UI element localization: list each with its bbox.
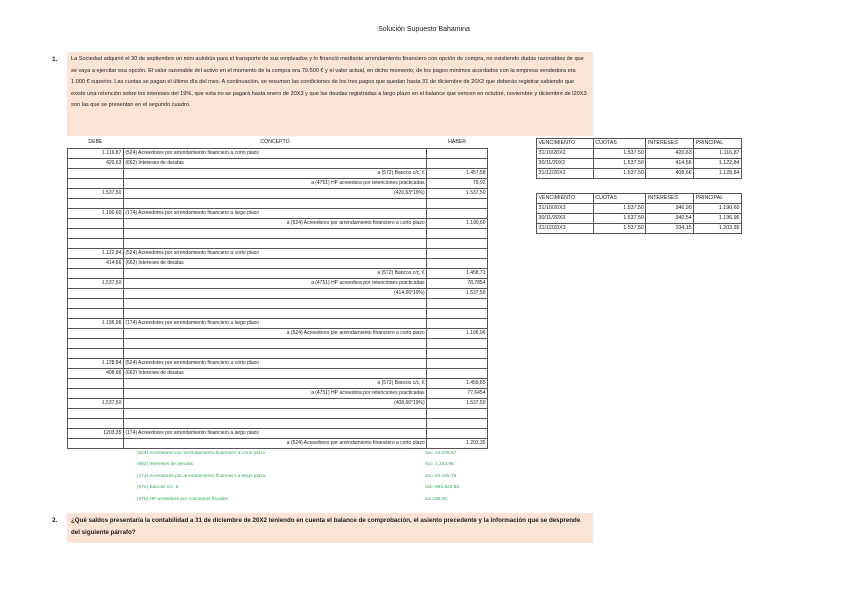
journal-table bbox=[67, 138, 488, 449]
journal-debe-cell bbox=[68, 228, 124, 238]
side-cell: 30/11/20X3 bbox=[537, 214, 594, 224]
summary-balance: Sd= 695.623,85 bbox=[425, 485, 460, 491]
journal-concepto-cell: a (572) Bancos c/c, € bbox=[123, 378, 426, 388]
journal-haber-cell: 1.203,35 bbox=[427, 438, 488, 448]
journal-concepto-cell: (174) Acreedores por arrendamiento financiero a largo plazo bbox=[123, 428, 426, 438]
journal-haber-cell bbox=[427, 428, 488, 438]
journal-debe-cell: 1.190,60 bbox=[68, 208, 124, 218]
journal-debe-cell: 408,66 bbox=[68, 368, 124, 378]
journal-haber-cell bbox=[427, 338, 488, 348]
side-header-cell: VENCIMIENTO bbox=[537, 194, 594, 204]
side-header-row bbox=[537, 139, 742, 149]
journal-haber-cell bbox=[427, 358, 488, 368]
journal-concepto-cell bbox=[123, 228, 426, 238]
summary-account: (475) HP acreedora por conceptos fiscales bbox=[137, 496, 228, 502]
journal-debe-cell bbox=[68, 168, 124, 178]
side-cell: 1.128,84 bbox=[694, 169, 742, 179]
journal-haber-cell: 1.537,50 bbox=[427, 188, 488, 198]
side-cell: 1.537,50 bbox=[593, 149, 646, 159]
side-header-cell: PRINCIPAL bbox=[694, 139, 742, 149]
journal-row bbox=[68, 398, 488, 408]
question-2-text: ¿Qué saldos presentaría la contabilidad a 31 de diciembre de 20X2 teniendo en cuenta el balance de comprobación, el asiento precedente y la información que se desprende del siguiente párrafo? bbox=[67, 513, 593, 543]
journal-row bbox=[68, 308, 488, 318]
side-header-cell: CUOTAS bbox=[593, 139, 646, 149]
journal-debe-cell bbox=[68, 178, 124, 188]
journal-concepto-cell: (524) Acreedores por arrendamiento financiero a corto plazo bbox=[123, 148, 426, 158]
side-cell: 1.537,50 bbox=[593, 204, 646, 214]
journal-debe-cell bbox=[68, 388, 124, 398]
journal-haber-cell bbox=[427, 228, 488, 238]
installments-20x2-table bbox=[536, 138, 742, 179]
journal-haber-cell bbox=[427, 158, 488, 168]
page-title: Solución Supuesto Bahamina bbox=[378, 26, 470, 33]
side-cell: 1.537,50 bbox=[593, 224, 646, 234]
summary-row bbox=[137, 494, 477, 505]
journal-concepto-cell bbox=[123, 418, 426, 428]
journal-concepto-cell: (174) Acreedores por arrendamiento financiero a largo plazo bbox=[123, 208, 426, 218]
journal-row bbox=[68, 148, 488, 158]
side-cell: 31/10/20X3 bbox=[537, 204, 594, 214]
journal-header-haber: HABER bbox=[448, 139, 467, 146]
journal-debe-cell: 1.537,50 bbox=[68, 398, 124, 408]
side-cell: 1.537,50 bbox=[593, 214, 646, 224]
side-cell: 1.537,50 bbox=[593, 169, 646, 179]
summary-row bbox=[137, 482, 477, 493]
balance-summary bbox=[137, 448, 477, 505]
journal-debe-cell bbox=[68, 328, 124, 338]
journal-row bbox=[68, 428, 488, 438]
summary-account: (524) Acreedores por arrendamiento financiero a corto plazo bbox=[137, 451, 266, 456]
side-header-row bbox=[537, 194, 742, 204]
side-row bbox=[537, 224, 742, 234]
journal-haber-cell bbox=[427, 318, 488, 328]
journal-concepto-cell: (662) Intereses de deudas bbox=[123, 158, 426, 168]
installments-20x3-table bbox=[536, 193, 742, 234]
journal-concepto-cell bbox=[123, 408, 426, 418]
journal-row bbox=[68, 328, 488, 338]
journal-header-debe: DEBE bbox=[88, 139, 103, 146]
journal-concepto-cell: (524) Acreedores por arrendamiento financiero a corto plazo bbox=[123, 358, 426, 368]
journal-haber-cell bbox=[427, 248, 488, 258]
journal-concepto-cell: (414,66*19%) bbox=[123, 288, 426, 298]
journal-concepto-cell: a (524) Acreedores por arrendamiento financiero a corto plazo bbox=[123, 328, 426, 338]
journal-row bbox=[68, 298, 488, 308]
summary-balance: Sd= 1.243,95 bbox=[425, 462, 454, 468]
journal-row bbox=[68, 158, 488, 168]
journal-row bbox=[68, 218, 488, 228]
journal-haber-cell bbox=[427, 208, 488, 218]
side-row bbox=[537, 169, 742, 179]
journal-debe-cell: 1.116,87 bbox=[68, 148, 124, 158]
summary-row bbox=[137, 448, 477, 459]
journal-row bbox=[68, 318, 488, 328]
journal-concepto-cell: (662) Intereses de deudas bbox=[123, 258, 426, 268]
side-header-cell: CUOTAS bbox=[593, 194, 646, 204]
summary-balance: Sa= 62.105,79 bbox=[425, 473, 457, 479]
journal-row bbox=[68, 248, 488, 258]
journal-haber-cell: 1.190,60 bbox=[427, 218, 488, 228]
journal-debe-cell: 420,63 bbox=[68, 158, 124, 168]
summary-account: (174) Acreedores por arrendamiento financiero a largo plazo bbox=[137, 473, 266, 479]
side-cell: 30/11/20X2 bbox=[537, 159, 594, 169]
journal-haber-cell: 1.537,50 bbox=[427, 398, 488, 408]
journal-debe-cell bbox=[68, 378, 124, 388]
summary-balance: Sa 236,35 bbox=[425, 496, 447, 502]
side-header-cell: VENCIMIENTO bbox=[537, 139, 594, 149]
journal-haber-cell bbox=[427, 148, 488, 158]
journal-haber-cell bbox=[427, 368, 488, 378]
journal-debe-cell: 1.537,50 bbox=[68, 188, 124, 198]
journal-haber-cell bbox=[427, 418, 488, 428]
question-2-number: 2. bbox=[52, 517, 58, 524]
journal-haber-cell bbox=[427, 308, 488, 318]
journal-row bbox=[68, 258, 488, 268]
journal-concepto-cell: a (4751) HP acreedora por retenciones practicadas bbox=[123, 278, 426, 288]
side-cell: 31/12/20X3 bbox=[537, 224, 594, 234]
side-cell: 31/12/20X2 bbox=[537, 169, 594, 179]
journal-debe-cell: 1203,35 bbox=[68, 428, 124, 438]
journal-debe-cell bbox=[68, 268, 124, 278]
journal-haber-cell bbox=[427, 298, 488, 308]
side-cell: 1.116,87 bbox=[694, 149, 742, 159]
journal-debe-cell: 1.196,96 bbox=[68, 318, 124, 328]
question-1-number: 1. bbox=[52, 56, 58, 63]
journal-concepto-cell: (524) Acreedores por arrendamiento financiero a corto plazo bbox=[123, 248, 426, 258]
journal-concepto-cell: a (524) Acreedores por arrendamiento financiero a corto plazo bbox=[123, 438, 426, 448]
journal-concepto-cell: a (4751) HP acreedora por retenciones practicadas bbox=[123, 178, 426, 188]
side-cell: 31/10/20X2 bbox=[537, 149, 594, 159]
side-row bbox=[537, 149, 742, 159]
journal-haber-cell: 1.458,71 bbox=[427, 268, 488, 278]
journal-concepto-cell: (662) Intereses de deudas bbox=[123, 368, 426, 378]
journal-concepto-cell bbox=[123, 198, 426, 208]
journal-debe-cell: 1.128,84 bbox=[68, 358, 124, 368]
journal-debe-cell: 1.122,84 bbox=[68, 248, 124, 258]
journal-row bbox=[68, 408, 488, 418]
journal-concepto-cell: (420,63*19%) bbox=[123, 188, 426, 198]
journal-concepto-cell bbox=[123, 348, 426, 358]
side-row bbox=[537, 204, 742, 214]
journal-haber-cell bbox=[427, 238, 488, 248]
side-cell: 414,66 bbox=[646, 159, 694, 169]
journal-concepto-cell: a (524) Acreedores por arrendamiento financiero a corto plazo bbox=[123, 218, 426, 228]
journal-row bbox=[68, 208, 488, 218]
journal-row bbox=[68, 278, 488, 288]
side-cell: 420,63 bbox=[646, 149, 694, 159]
journal-haber-cell bbox=[427, 258, 488, 268]
journal-concepto-cell: (174) Acreedores por arrendamiento financiero a largo plazo bbox=[123, 318, 426, 328]
journal-concepto-cell: a (572) Bancos c/c, € bbox=[123, 168, 426, 178]
journal-haber-cell: 1.457,58 bbox=[427, 168, 488, 178]
journal-haber-cell bbox=[427, 408, 488, 418]
side-cell: 1.190,60 bbox=[694, 204, 742, 214]
side-cell: 340,54 bbox=[646, 214, 694, 224]
journal-haber-cell: 1.196,96 bbox=[427, 328, 488, 338]
journal-concepto-cell bbox=[123, 298, 426, 308]
journal-debe-cell bbox=[68, 198, 124, 208]
journal-debe-cell bbox=[68, 218, 124, 228]
journal-row bbox=[68, 228, 488, 238]
journal-concepto-cell: a (4751) HP acreedora por retenciones practicadas bbox=[123, 388, 426, 398]
journal-row bbox=[68, 168, 488, 178]
side-cell: 408,66 bbox=[646, 169, 694, 179]
journal-row bbox=[68, 288, 488, 298]
journal-haber-cell bbox=[427, 348, 488, 358]
summary-row bbox=[137, 459, 477, 470]
journal-debe-cell bbox=[68, 408, 124, 418]
journal-row bbox=[68, 418, 488, 428]
journal-haber-cell bbox=[427, 198, 488, 208]
journal-row bbox=[68, 188, 488, 198]
journal-concepto-cell bbox=[123, 308, 426, 318]
journal-concepto-cell: (408,66*19%) bbox=[123, 398, 426, 408]
summary-account: (572) Bancos c/c, € bbox=[137, 485, 179, 491]
journal-debe-cell bbox=[68, 288, 124, 298]
journal-row bbox=[68, 268, 488, 278]
journal-row bbox=[68, 378, 488, 388]
side-cell: 334,15 bbox=[646, 224, 694, 234]
journal-row bbox=[68, 348, 488, 358]
summary-row bbox=[137, 471, 477, 482]
side-row bbox=[537, 214, 742, 224]
journal-debe-cell: 414,66 bbox=[68, 258, 124, 268]
journal-debe-cell bbox=[68, 298, 124, 308]
journal-row bbox=[68, 198, 488, 208]
journal-haber-cell: 78,7854 bbox=[427, 278, 488, 288]
side-header-cell: PRINCIPAL bbox=[694, 194, 742, 204]
journal-debe-cell: 1.537,50 bbox=[68, 278, 124, 288]
journal-debe-cell bbox=[68, 348, 124, 358]
journal-haber-cell: 1.459,85 bbox=[427, 378, 488, 388]
summary-account: (662) Intereses de deudas bbox=[137, 462, 194, 468]
summary-balance: Sa= 14.025,67 bbox=[425, 451, 457, 456]
side-cell: 1.122,84 bbox=[694, 159, 742, 169]
journal-haber-cell: 77,6454 bbox=[427, 388, 488, 398]
journal-row bbox=[68, 338, 488, 348]
journal-debe-cell bbox=[68, 238, 124, 248]
journal-row bbox=[68, 388, 488, 398]
journal-row bbox=[68, 238, 488, 248]
journal-debe-cell bbox=[68, 418, 124, 428]
journal-haber-cell: 79,92 bbox=[427, 178, 488, 188]
side-cell: 346,90 bbox=[646, 204, 694, 214]
journal-concepto-cell bbox=[123, 238, 426, 248]
journal-debe-cell bbox=[68, 338, 124, 348]
journal-header-concepto: CONCEPTO bbox=[260, 139, 290, 146]
side-header-cell: INTERESES bbox=[646, 194, 694, 204]
journal-row bbox=[68, 358, 488, 368]
journal-concepto-cell bbox=[123, 338, 426, 348]
journal-debe-cell bbox=[68, 308, 124, 318]
side-cell: 1.203,35 bbox=[694, 224, 742, 234]
side-cell: 1.196,96 bbox=[694, 214, 742, 224]
side-row bbox=[537, 159, 742, 169]
side-cell: 1.537,50 bbox=[593, 159, 646, 169]
journal-concepto-cell: a (572) Bancos c/c, € bbox=[123, 268, 426, 278]
journal-debe-cell bbox=[68, 438, 124, 448]
journal-row bbox=[68, 438, 488, 448]
journal-haber-cell: 1.537,50 bbox=[427, 288, 488, 298]
journal-row bbox=[68, 368, 488, 378]
journal-row bbox=[68, 178, 488, 188]
question-1-text: La Sociedad adquirió el 30 de septiembre un mini autobús para el transporte de sus empleados y lo financió mediante arrendamiento financiero con opción de compra, no existiendo dudas razonables de que se vaya a ejercitar esa opción. El valor razonable del activo en el momento de la compra era 79.500 € y el valor actual, en dicho momento, de los pagos mínimos acordados con la empresa vendedora era 1.000 € superior. Las cuotas se pagan el último día del mes. A continuación, se resumen las condiciones de los tres pagos que quedan hasta 31 de diciembre de 20X2 que deberás registrar sabiendo que existe una retención sobre los intereses del 19%, que esta no se pagará hasta enero de 20X3 y que las deudas registradas a largo plazo en el balance que vencen en octubre, noviembre y diciembre de l20X3 son las que se presentan en el segundo cuadro. bbox=[67, 52, 593, 136]
side-header-cell: INTERESES bbox=[646, 139, 694, 149]
